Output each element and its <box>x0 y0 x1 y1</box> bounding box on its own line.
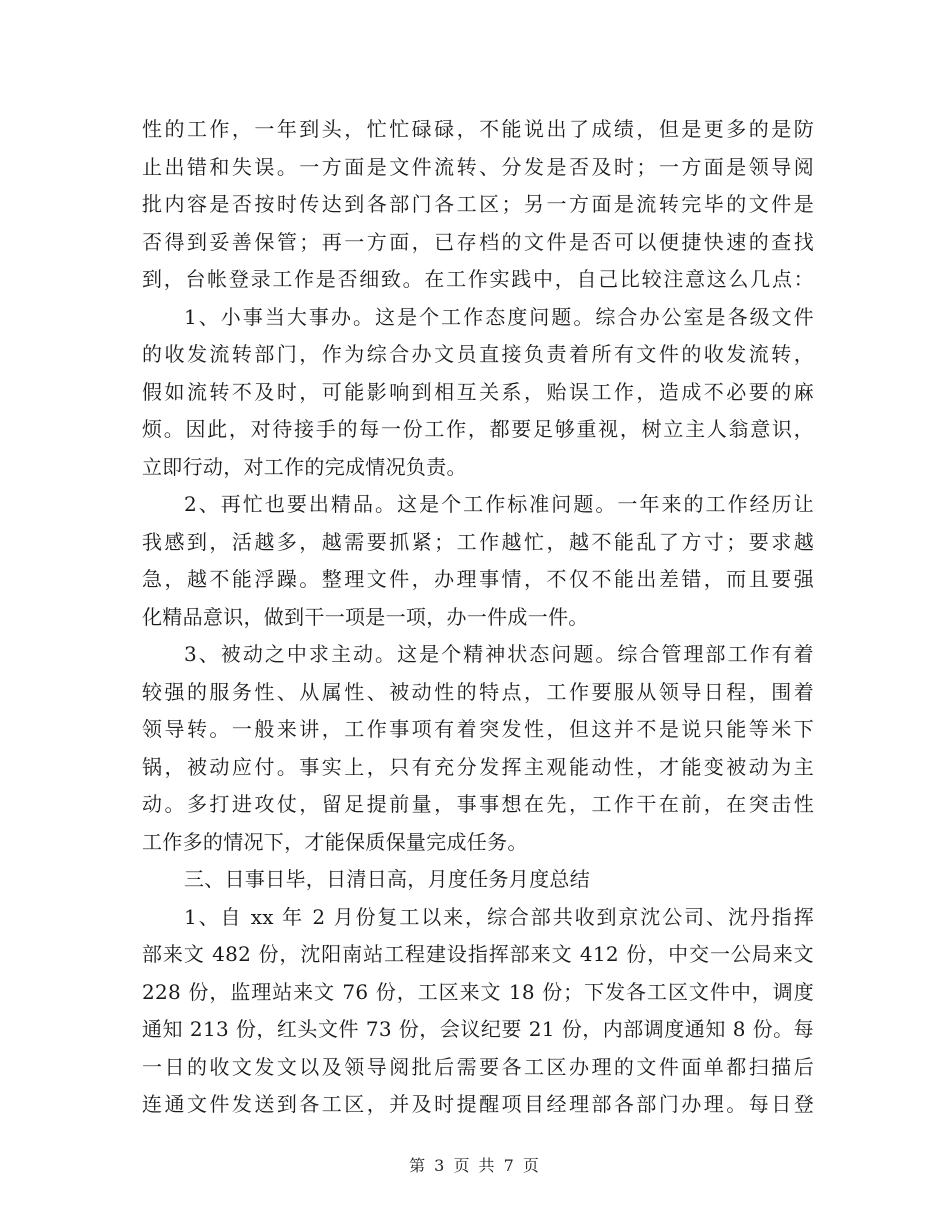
text-line: 1、自 xx 年 2 月份复工以来，综合部共收到京沈公司、沈丹指挥 <box>184 904 814 929</box>
text-line: 领导转。一般来讲，工作事项有着突发性，但这并不是说只能等米下 <box>142 717 814 741</box>
text-line: 228 份，监理站来文 76 份，工区来文 18 份；下发各工区文件中，调度 <box>142 979 814 1004</box>
text-line: 到，台帐登录工作是否细致。在工作实践中，自己比较注意这么几点： <box>142 267 814 291</box>
text-line: 烦。因此，对待接手的每一份工作，都要足够重视，树立主人翁意识， <box>142 417 814 441</box>
text-line: 部来文 482 份，沈阳南站工程建设指挥部来文 412 份，中交一公局来文 <box>142 942 814 966</box>
text-line: 化精品意识，做到干一项是一项，办一件成一件。 <box>142 604 589 629</box>
text-line: 锅，被动应付。事实上，只有充分发挥主观能动性，才能变被动为主 <box>142 754 814 779</box>
text-line: 假如流转不及时，可能影响到相互关系，贻误工作，造成不必要的麻 <box>142 379 814 404</box>
text-line: 连通文件发送到各工区，并及时提醒项目经理部各部门办理。每日登 <box>142 1092 814 1116</box>
text-line: 否得到妥善保管；再一方面，已存档的文件是否可以便捷快速的查找 <box>142 229 814 254</box>
text-line: 批内容是否按时传达到各部门各工区；另一方面是流转完毕的文件是 <box>142 192 814 216</box>
text-line: 止出错和失误。一方面是文件流转、分发是否及时；一方面是领导阅 <box>142 154 814 179</box>
text-line: 急，越不能浮躁。整理文件，办理事情，不仅不能出差错，而且要强 <box>142 567 814 591</box>
text-line: 立即行动，对工作的完成情况负责。 <box>142 454 467 479</box>
body-text <box>142 111 814 1124</box>
text-line: 一日的收文发文以及领导阅批后需要各工区办理的文件面单都扫描后 <box>142 1054 814 1079</box>
text-line: 性的工作，一年到头，忙忙碌碌，不能说出了成绩，但是更多的是防 <box>142 117 814 141</box>
text-line: 3、被动之中求主动。这是个精神状态问题。综合管理部工作有着 <box>184 642 814 666</box>
text-line: 1、小事当大事办。这是个工作态度问题。综合办公室是各级文件 <box>184 304 814 329</box>
text-line: 工作多的情况下，才能保质保量完成任务。 <box>142 829 528 854</box>
text-line: 三、日事日毕，日清日高，月度任务月度总结 <box>184 867 590 891</box>
text-line: 我感到，活越多，越需要抓紧；工作越忙，越不能乱了方寸；要求越 <box>142 529 814 554</box>
text-line: 较强的服务性、从属性、被动性的特点，工作要服从领导日程，围着 <box>142 679 814 704</box>
text-line: 通知 213 份，红头文件 73 份，会议纪要 21 份，内部调度通知 8 份。每 <box>142 1017 814 1041</box>
text-line: 2、再忙也要出精品。这是个工作标准问题。一年来的工作经历让 <box>184 492 814 516</box>
page-number-footer: 第 3 页 共 7 页 <box>409 1156 541 1175</box>
text-line: 动。多打进攻仗，留足提前量，事事想在先，工作干在前，在突击性 <box>142 792 814 816</box>
text-line: 的收发流转部门，作为综合办文员直接负责着所有文件的收发流转， <box>142 342 814 366</box>
